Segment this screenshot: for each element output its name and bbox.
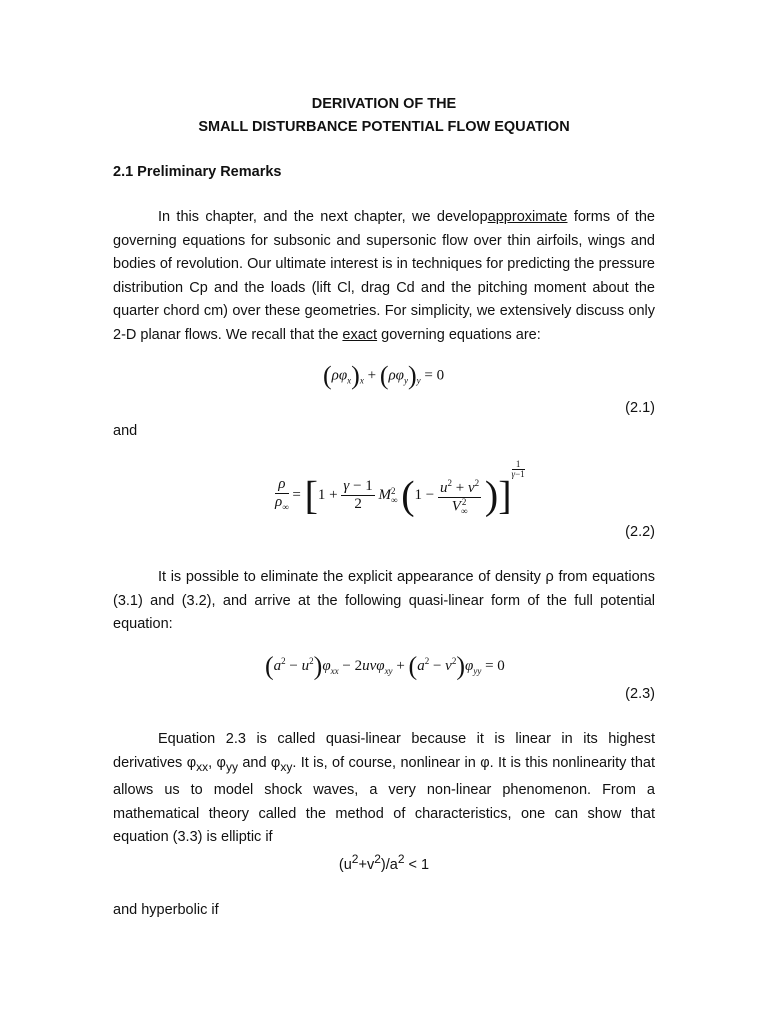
phi-symbol: φ — [270, 754, 281, 771]
paragraph-density — [113, 566, 655, 637]
equation-2-1: $(\rho\varphi_x)_x + (\rho\varphi_y)_y = 0$ — [323, 361, 445, 390]
subscript-xx: xx — [196, 759, 209, 774]
underlined-exact: exact — [342, 326, 378, 343]
subscript-xy: xy — [280, 759, 293, 774]
condition-superscript: 2 — [397, 852, 405, 866]
phi-symbol: φ — [186, 754, 197, 771]
equation-number-2-3: (2.3) — [625, 686, 655, 702]
paragraph-intro-text1: In this chapter, and the next chapter, we develop — [158, 209, 488, 225]
paragraph-intro-text2: forms of the governing equations for subsonic and supersonic flow over thin airfoils, wings and bodies of revolution. Our ultimate interest is in techniques for predicting the pressure distribution Cp and the loads (lift Cl, drag Cd and the pitching moment about the quarter chord cm) over these geometries. For simplicity, we extensively discuss only 2-D planar flows. We recall that the — [113, 209, 655, 343]
equation-number-2-1: (2.1) — [625, 400, 655, 416]
equation-number-2-2: (2.2) — [625, 524, 655, 540]
paragraph-quasi-linear — [113, 728, 655, 850]
document-title-line2: SMALL DISTURBANCE POTENTIAL FLOW EQUATION — [198, 119, 570, 135]
equation-2-3: $(a^2 - u^2)\varphi_{xx} - 2uv\varphi_{xy} + (a^2 - v^2)\varphi_{yy} = 0$ — [265, 651, 505, 681]
phi-symbol: φ — [216, 754, 226, 771]
hyperbolic-text: and hyperbolic if — [113, 902, 219, 918]
section-heading: 2.1 Preliminary Remarks — [113, 164, 282, 180]
condition-part: )/a — [380, 857, 398, 873]
condition-part: (u — [338, 857, 352, 873]
condition-part: +v — [358, 857, 375, 873]
separator: , — [208, 754, 217, 771]
paragraph-intro — [113, 206, 655, 347]
and-text: and — [113, 423, 138, 439]
document-title-line1: DERIVATION OF THE — [311, 96, 457, 112]
condition-part: < 1 — [404, 857, 430, 873]
separator: and — [237, 754, 271, 771]
equation-2-2: $\frac{\rho}{\rho_\infty}$ = [1 + $\frac{\gamma - 1}{2}$ M2 ∞ (1 − $u^2 + v^2$ V2 ∞ )] 1 γ−1 — [275, 459, 525, 518]
paragraph-quasi-linear-text1: Equation 2.3 is called quasi-linear because it is linear in its highest derivatives — [113, 731, 655, 771]
subscript-yy: yy — [225, 759, 238, 774]
paragraph-quasi-linear-text2: . It is, of course, nonlinear in φ. It is this nonlinearity that allows us to model shock waves, a very non-linear phenomenon. From a mathematical theory called the method of characteristics, one can show that equation (3.3) is elliptic if — [113, 754, 655, 845]
underlined-approximate: approximate — [487, 209, 568, 225]
paragraph-density-text: It is possible to eliminate the explicit appearance of density ρ from equations (3.1) and (3.2), and arrive at the following quasi-linear form of the full potential equation: — [113, 569, 655, 632]
elliptic-condition — [0, 852, 768, 873]
paragraph-intro-text3: governing equations are: — [381, 326, 541, 343]
condition-superscript: 2 — [374, 852, 381, 866]
condition-superscript: 2 — [351, 852, 359, 866]
